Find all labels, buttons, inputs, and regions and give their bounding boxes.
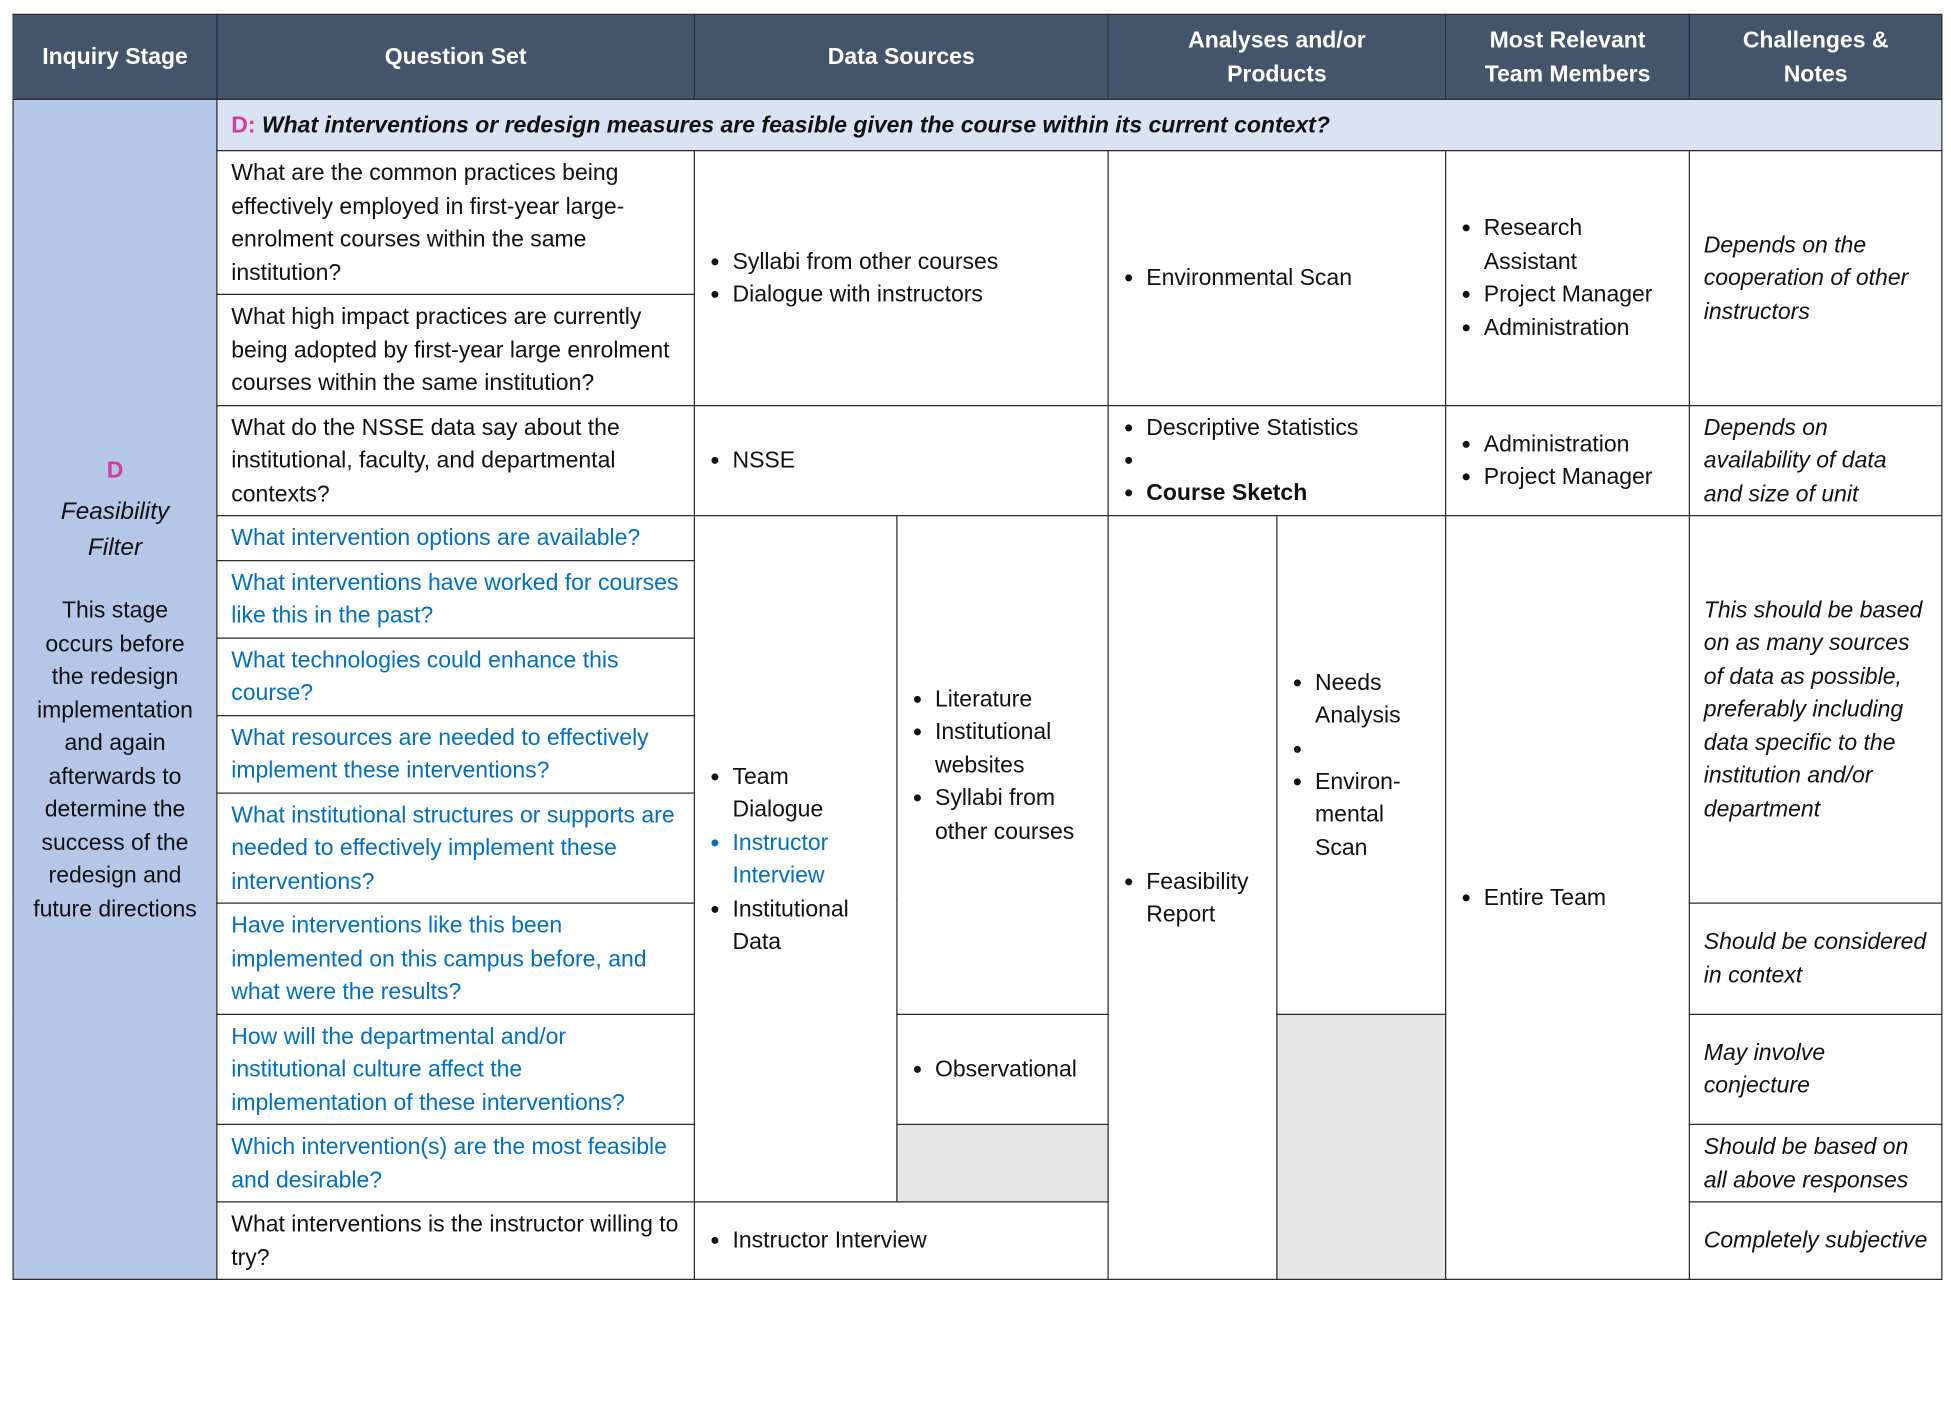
inquiry-table [13, 14, 1943, 1280]
header-challenges-notes: Challenges & Notes [1689, 14, 1942, 99]
header-team-members: Most Relevant Team Members [1446, 14, 1690, 99]
banner-question [217, 99, 1942, 150]
table-row [13, 516, 1942, 560]
header-data-sources: Data Sources [694, 14, 1108, 99]
sources-main-cell: ● Team Dialogue ● Instructor Interview ● Institutional Data [694, 516, 897, 1202]
analyses-main-cell: ● Feasibility Report [1108, 516, 1277, 1280]
notes-cell: Depends on the cooperation of other instructors [1689, 151, 1942, 405]
stage-name: Feasibility Filter [60, 497, 170, 562]
question-cell: How will the departmental and/or institutional culture affect the implementation of these interventions? [217, 1014, 695, 1125]
question-cell: What are the common practices being effectively employed in first-year large-enrolment courses within the same institution? [217, 151, 695, 295]
question-cell: What interventions is the instructor willing to try? [217, 1202, 695, 1280]
stage-description: This stage occurs before the redesign implementation and again afterwards to determine the success of the redesign and future directions [33, 596, 197, 921]
stage-letter: D [106, 455, 124, 483]
analyses-cell: ● Environmental Scan [1108, 151, 1446, 405]
empty-cell [1277, 1014, 1446, 1280]
question-cell: What technologies could enhance this course? [217, 638, 695, 716]
question-cell: What do the NSSE data say about the institutional, faculty, and departmental contexts? [217, 405, 695, 516]
sources-sub-cell: ● Literature ● Institutional websites ● Syllabi from other courses [897, 516, 1108, 1014]
table-row [13, 151, 1942, 295]
team-cell: ● Administration ● Project Manager [1446, 405, 1690, 516]
banner-row [13, 99, 1942, 150]
notes-cell: Should be considered in context [1689, 903, 1942, 1014]
notes-cell: Depends on availability of data and size of unit [1689, 405, 1942, 516]
notes-cell: Should be based on all above responses [1689, 1124, 1942, 1202]
team-cell: ● Research Assistant ● Project Manager ● Administration [1446, 151, 1690, 405]
header-inquiry-stage: Inquiry Stage [13, 14, 217, 99]
banner-letter: D: [231, 110, 256, 138]
question-cell: What resources are needed to effectively implement these interventions? [217, 715, 695, 793]
team-cell: ● Entire Team [1446, 516, 1690, 1280]
question-cell: Have interventions like this been implemented on this campus before, and what were the results? [217, 903, 695, 1014]
banner-text: What interventions or redesign measures are feasible given the course within its current context? [261, 110, 1330, 138]
sources-cell: ● NSSE [694, 405, 1108, 516]
notes-cell: This should be based on as many sources of data as possible, preferably including data specific to the institution and/or department [1689, 516, 1942, 904]
header-row [13, 14, 1942, 99]
sources-cell: ● Instructor Interview [694, 1202, 1108, 1280]
analyses-sub-cell: ● Needs Analysis ● ● Environ-mental Scan [1277, 516, 1446, 1014]
empty-cell [897, 1124, 1108, 1202]
table-row [13, 405, 1942, 516]
header-question-set: Question Set [217, 14, 695, 99]
question-cell: What institutional structures or supports are needed to effectively implement these interventions? [217, 793, 695, 904]
analyses-cell: ● Descriptive Statistics ● ● Course Sketch [1108, 405, 1446, 516]
sources-observational-cell: ● Observational [897, 1014, 1108, 1125]
sources-cell: ● Syllabi from other courses ● Dialogue with instructors [694, 151, 1108, 405]
header-analyses: Analyses and/or Products [1108, 14, 1446, 99]
question-cell: What high impact practices are currently being adopted by first-year large enrolment courses within the same institution? [217, 294, 695, 405]
question-cell: What interventions have worked for courses like this in the past? [217, 560, 695, 638]
question-cell: What intervention options are available? [217, 516, 695, 560]
question-cell: Which intervention(s) are the most feasible and desirable? [217, 1124, 695, 1202]
stage-cell [13, 99, 217, 1279]
notes-cell: May involve conjecture [1689, 1014, 1942, 1125]
notes-cell: Completely subjective [1689, 1202, 1942, 1280]
